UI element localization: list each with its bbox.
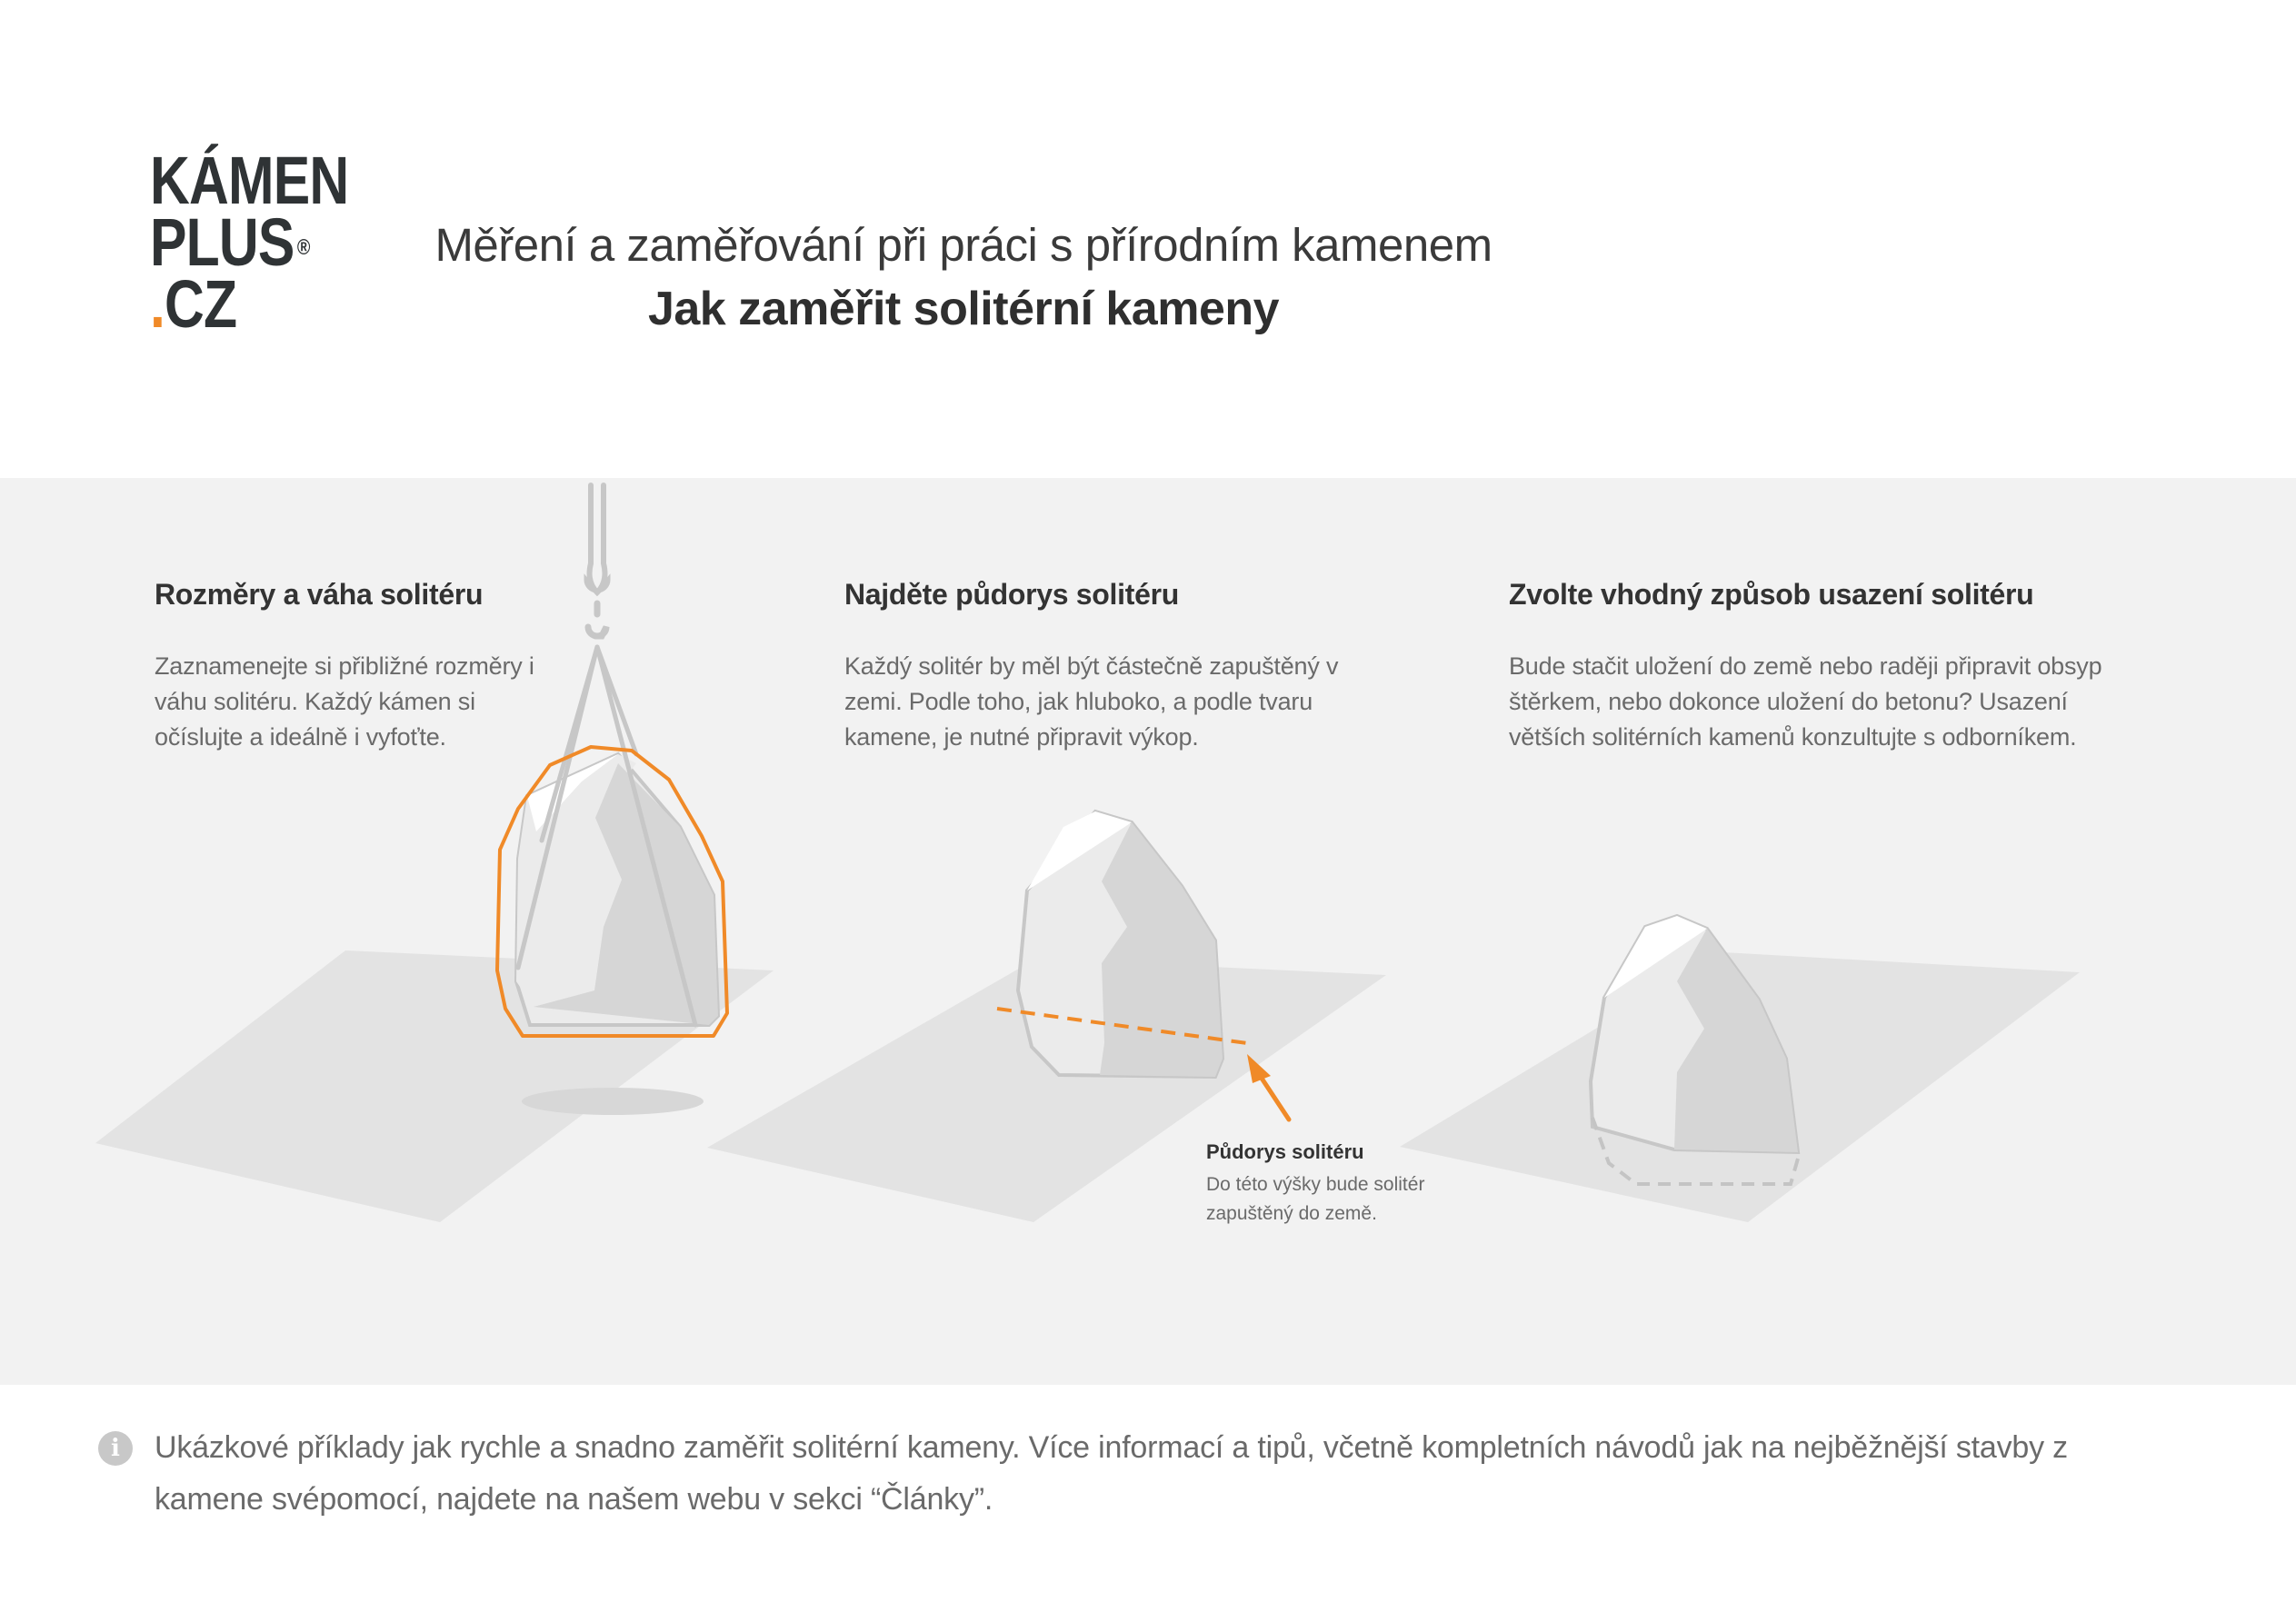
registered-mark: ® xyxy=(296,235,310,260)
info-icon: i xyxy=(98,1431,133,1466)
crane-hook-icon xyxy=(586,485,608,636)
column-3-heading: Zvolte vhodný způsob usazení solitéru xyxy=(1509,578,2034,611)
logo-text-plus: PLUS xyxy=(150,204,294,280)
column-2-heading: Najděte půdorys solitéru xyxy=(844,578,1179,611)
column-3-text: Bude stačit uložení do země nebo raději připravit obsyp štěrkem, nebo dokonce uložení do betonu? Usazení větších solitérních kamenů konzultujte s odborníkem. xyxy=(1509,652,2102,751)
logo-text-cz: CZ xyxy=(165,266,237,342)
logo-line-1: KÁMEN xyxy=(150,143,349,218)
callout-text: Do této výšky bude solitér zapuštěný do země. xyxy=(1206,1174,1425,1224)
logo-dot: . xyxy=(150,266,165,342)
footer-note: Ukázkové příklady jak rychle a snadno zaměřit solitérní kameny. Více informací a tipů, včetně kompletních návodů jak na nejběžnější stavby z kamene svépomocí, najdete na našem webu v sekci “Články”. xyxy=(155,1430,2068,1517)
page-subtitle: Jak zaměřit solitérní kameny xyxy=(647,283,1280,335)
column-2-text: Každý solitér by měl být částečně zapuštěný v zemi. Podle toho, jak hluboko, a podle tvaru kamene, je nutné připravit výkop. xyxy=(844,652,1339,751)
callout-title: Půdorys solitéru xyxy=(1206,1140,1364,1163)
stone-shadow xyxy=(522,1088,704,1115)
arrow-icon xyxy=(1247,1054,1289,1119)
column-1-heading: Rozměry a váha solitéru xyxy=(155,578,484,611)
page-title: Měření a zaměřování při práci s přírodním kamenem xyxy=(434,219,1492,271)
column-1-text: Zaznamenejte si přibližné rozměry i váhu solitéru. Každý kámen si očíslujte a ideálně i vyfoťte. xyxy=(155,652,534,751)
